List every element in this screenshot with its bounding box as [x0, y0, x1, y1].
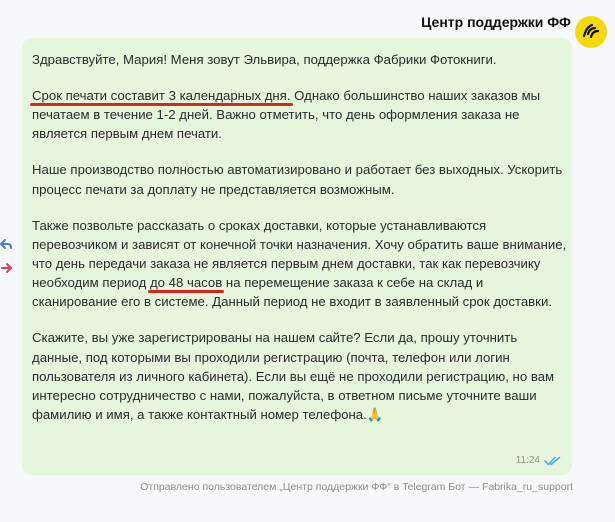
message-bubble — [22, 38, 572, 475]
production-paragraph: Наше производство полностью автоматизировано и работает без выходных. Ускорить процесс печати за доплату не представляется возможным. — [32, 162, 563, 197]
print-time-paragraph — [32, 86, 568, 144]
fabrika-logo-icon — [579, 20, 603, 44]
pray-emoji: 🙏 — [366, 407, 384, 423]
sent-by-footer: Отправлено пользователем „Центр поддержки ФФ“ в Telegram Бот — Fabrika_ru_support — [140, 481, 573, 493]
message-meta — [516, 455, 562, 466]
delivery-before: Также позвольте рассказать о сроках доставки, которые устанавливаются перевозчиком и зависят от конечной точки назначения. Хочу обратить ваше внимание, что день передачи заказа не является первым днем доставки, так как перевозчику необходим период — [32, 217, 567, 291]
registration-text: Скажите, вы уже зарегистрированы на нашем сайте? Если да, прошу уточнить данные, под которыми вы проходили регистрацию (почта, телефон или логин пользователя из личного кабинета). Если вы ещё не проходили регистрацию, но вам интересно сотрудничество с нами, пожалуйста, в ответном письме уточните ваши фамилию и имя, а также контактный номер телефона. — [32, 330, 555, 423]
double-check-icon — [544, 456, 562, 466]
delivery-highlight: до 48 часов — [150, 273, 222, 292]
message-actions — [0, 238, 12, 286]
message-time: 11:24 — [515, 455, 540, 466]
print-time-rest: Однако большинство наших заказов мы печатаем в течение 1-2 дней. Важно отметить, что день оформления заказа не является первым днем печати. — [32, 88, 541, 142]
delivery-paragraph — [32, 216, 568, 312]
avatar[interactable] — [575, 16, 607, 48]
registration-paragraph — [32, 328, 568, 424]
sender-name: Центр поддержки ФФ — [421, 14, 571, 30]
message-text — [32, 50, 568, 424]
delivery-after: на перемещение заказа к себе на склад и сканирование его в системе. Данный период не входит в заявленный срок доставки. — [32, 275, 552, 310]
print-time-highlight: Срок печати составит 3 календарных дня. — [32, 86, 291, 105]
greeting-paragraph: Здравствуйте, Мария! Меня зовут Эльвира, поддержка Фабрики Фотокниги. — [32, 52, 497, 67]
forward-icon[interactable] — [0, 262, 12, 274]
reply-icon[interactable] — [0, 238, 12, 250]
